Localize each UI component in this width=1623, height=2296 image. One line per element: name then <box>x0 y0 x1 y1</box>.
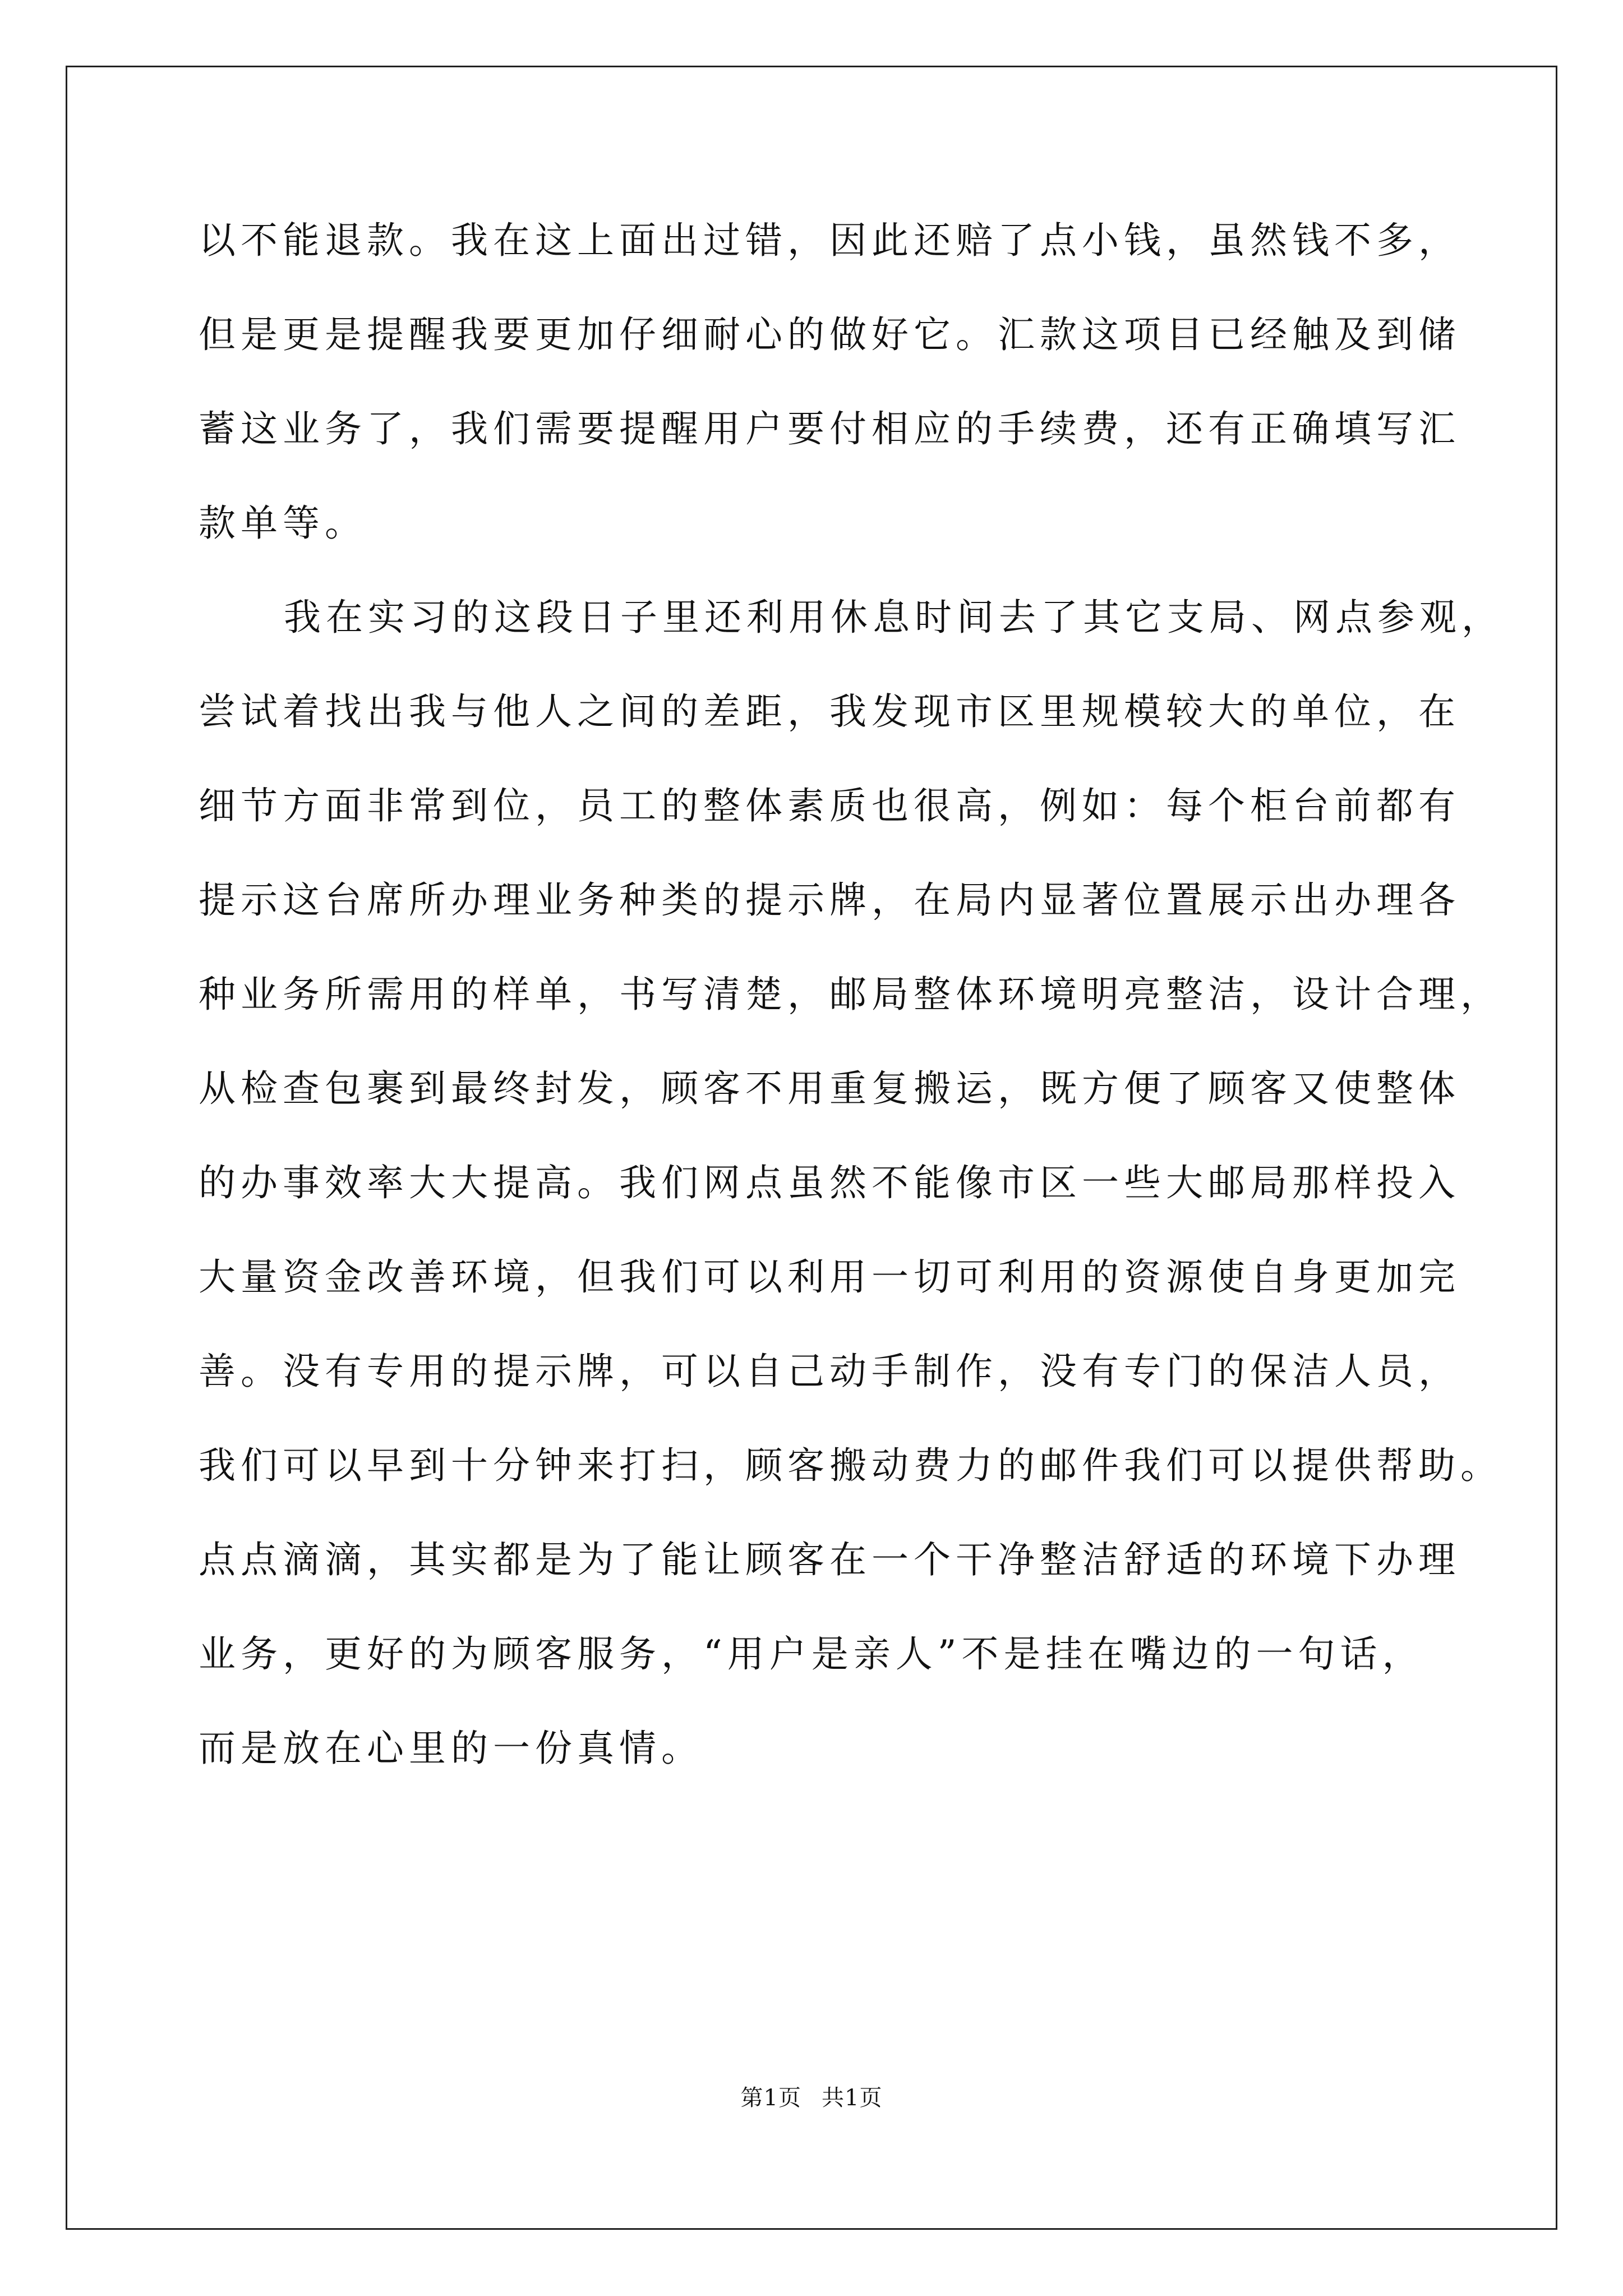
text-line: 而是放在心里的一份真情。 <box>199 1727 703 1770</box>
text-line: 尝试着找出我与他人之间的差距，我发现市区里规模较大的单位，在 <box>199 690 1460 733</box>
text-line: 业务，更好的为顾客服务，“用户是亲人”不是挂在嘴边的一句话， <box>199 1632 1424 1676</box>
page-total: 共1页 <box>822 2085 883 2111</box>
text-line: 以不能退款。我在这上面出过错，因此还赔了点小钱，虽然钱不多， <box>199 219 1460 262</box>
document-body <box>199 194 1504 1796</box>
text-line: 但是更是提醒我要更加仔细耐心的做好它。汇款这项目已经触及到储 <box>199 313 1460 356</box>
text-line: 我们可以早到十分钟来打扫，顾客搬动费力的邮件我们可以提供帮助。 <box>199 1444 1502 1487</box>
text-line: 点点滴滴，其实都是为了能让顾客在一个干净整洁舒适的环境下办理 <box>199 1538 1460 1581</box>
paragraph-start-line: 我在实习的这段日子里还利用休息时间去了其它支局、网点参观， <box>284 596 1504 639</box>
text-line: 从检查包裹到最终封发，顾客不用重复搬运，既方便了顾客又使整体 <box>199 1067 1460 1110</box>
text-line: 提示这台席所办理业务种类的提示牌，在局内显著位置展示出办理各 <box>199 878 1460 922</box>
text-line: 细节方面非常到位，员工的整体素质也很高，例如：每个柜台前都有 <box>199 784 1460 827</box>
text-line: 大量资金改善环境，但我们可以利用一切可利用的资源使自身更加完 <box>199 1255 1460 1299</box>
page-footer <box>0 2081 1623 2115</box>
page-number: 第1页 <box>740 2085 801 2111</box>
text-line: 善。没有专用的提示牌，可以自己动手制作，没有专门的保洁人员， <box>199 1350 1460 1393</box>
text-line: 种业务所需用的样单，书写清楚，邮局整体环境明亮整洁，设计合理， <box>199 973 1502 1016</box>
text-line: 蓄这业务了，我们需要提醒用户要付相应的手续费，还有正确填写汇 <box>199 407 1460 450</box>
text-line: 款单等。 <box>199 501 367 545</box>
text-line: 的办事效率大大提高。我们网点虽然不能像市区一些大邮局那样投入 <box>199 1161 1460 1204</box>
